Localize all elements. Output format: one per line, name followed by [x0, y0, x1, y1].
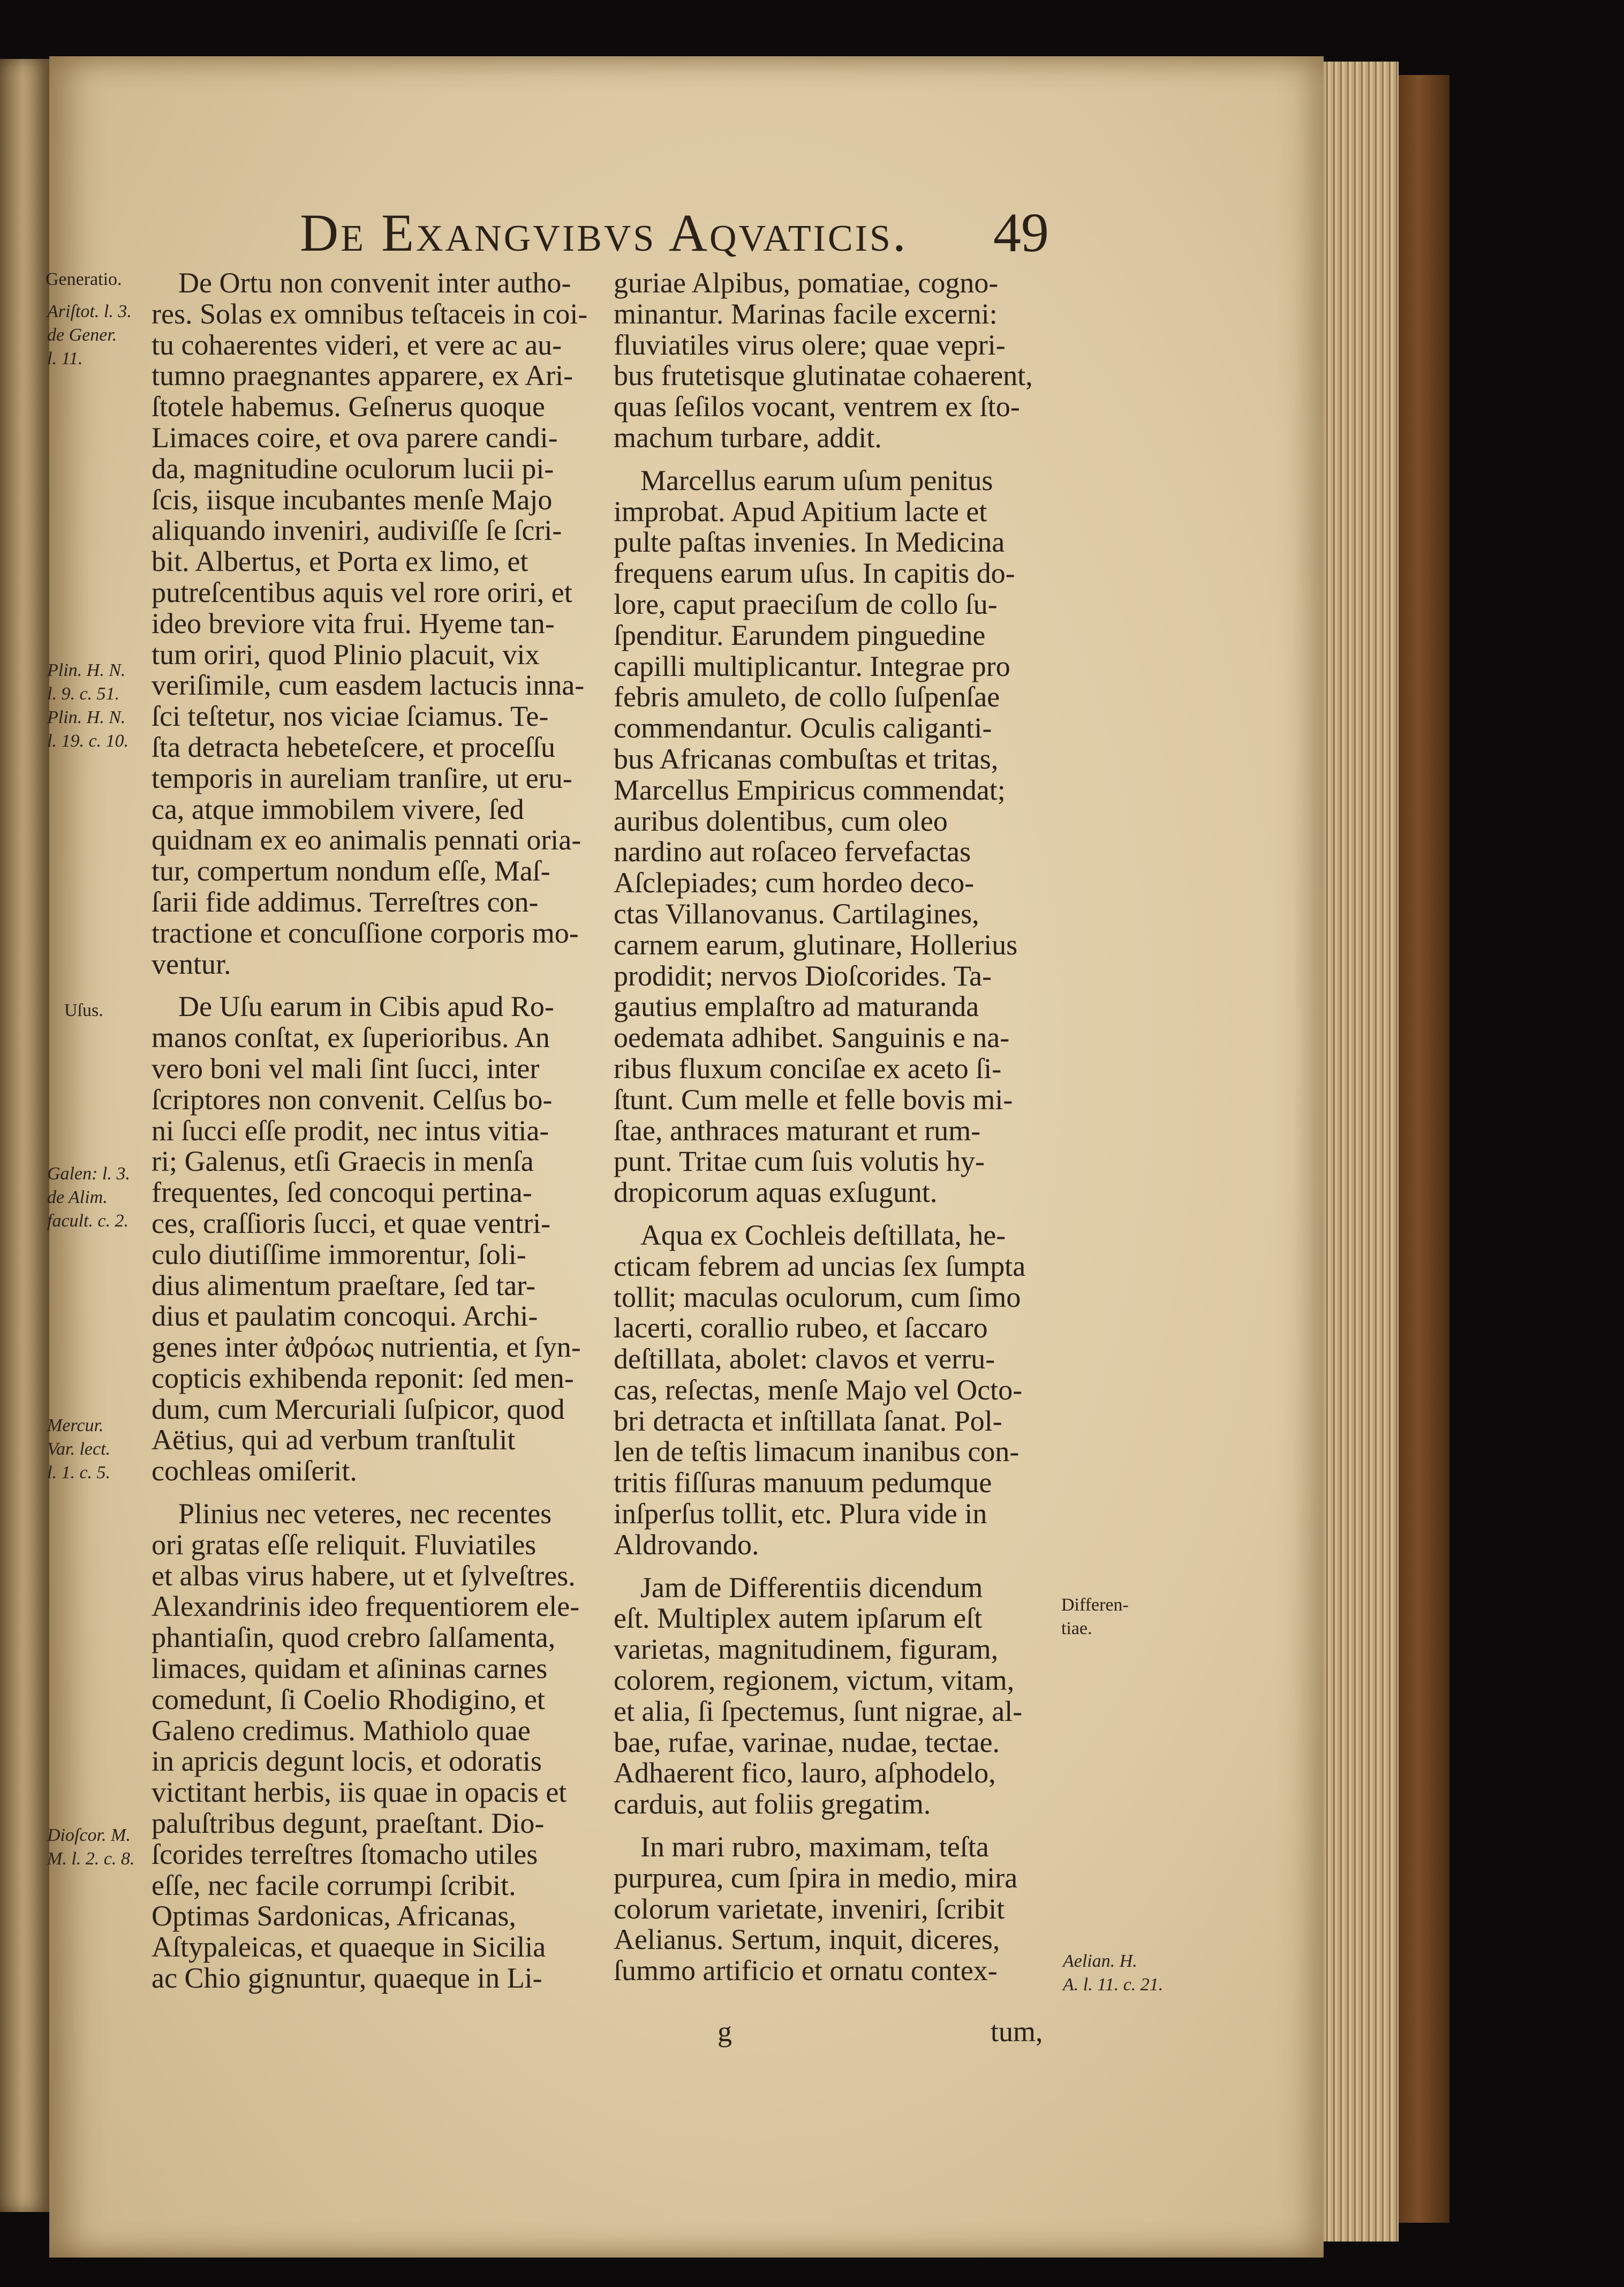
text-line: Limaces coire, et ova parere candi- — [152, 421, 558, 454]
text-line: copticis exhibenda reponit: ſed men- — [152, 1361, 574, 1394]
text-line: ſarii fide addimus. Terreſtres con- — [152, 885, 539, 918]
text-line: victitant herbis, iis quae in opacis et — [152, 1776, 567, 1809]
text-line: bit. Albertus, et Porta ex limo, et — [152, 545, 528, 578]
text-line: punt. Tritae cum ſuis volutis hy- — [614, 1145, 985, 1178]
text-line: vero boni vel mali ſint ſucci, inter — [152, 1052, 540, 1085]
text-line: bus Africanas combuſtas et tritas, — [614, 742, 999, 775]
text-line: cas, reſectas, menſe Majo vel Octo- — [614, 1373, 1023, 1406]
text-line: lacerti, corallio rubeo, et ſaccaro — [614, 1312, 988, 1344]
text-line: Aqua ex Cochleis deſtillata, he- — [640, 1218, 1006, 1251]
text-line: prodidit; nervos Dioſcorides. Ta- — [614, 959, 992, 992]
text-line: tu cohaerentes videri, et vere ac au- — [152, 328, 562, 361]
text-line: carduis, aut foliis gregatim. — [614, 1788, 931, 1820]
paragraph-gap — [614, 1561, 1058, 1573]
binding-cover-edge — [1399, 75, 1449, 2223]
text-line: colorum varietate, inveniri, ſcribit — [614, 1892, 1005, 1925]
text-line: putreſcentibus aquis vel rore oriri, et — [152, 576, 572, 608]
text-line: paluſtribus degunt, praeſtant. Dio- — [152, 1807, 545, 1840]
text-line: ſcorides terreſtres ſtomacho utiles — [152, 1838, 538, 1870]
text-line: Aſtypaleicas, et quaeque in Sicilia — [152, 1931, 546, 1963]
text-line: oedemata adhibet. Sanguinis e na- — [614, 1021, 1010, 1054]
text-line: Galeno credimus. Mathiolo quae — [152, 1714, 531, 1747]
text-line: tractione et concuſſione corporis mo- — [152, 916, 579, 949]
text-line: varietas, magnitudinem, figuram, — [614, 1633, 999, 1666]
text-line: commendantur. Oculis caliganti- — [614, 712, 992, 744]
text-line: febris amuleto, de collo ſuſpenſae — [614, 681, 1000, 713]
text-line: ſtotele habemus. Geſnerus quoque — [152, 390, 545, 423]
page-number: 49 — [993, 202, 1049, 264]
text-line: manos conſtat, ex ſuperioribus. An — [152, 1021, 550, 1054]
text-line: dum, cum Mercuriali ſuſpicor, quod — [152, 1393, 565, 1425]
text-line: auribus dolentibus, cum oleo — [614, 804, 948, 837]
text-line: in apricis degunt locis, et odoratis — [152, 1745, 542, 1778]
text-line: ſci teſtetur, nos viciae ſciamus. Te- — [152, 700, 549, 733]
previous-page-edge — [0, 59, 49, 2212]
margin-note-plinius: Plin. H. N. l. 9. c. 51. Plin. H. N. l. 19. c. 10. — [47, 660, 129, 751]
text-line: cticam febrem ad uncias ſex ſumpta — [614, 1250, 1026, 1282]
text-line: bri detracta et inſtillata ſanat. Pol- — [614, 1404, 1002, 1437]
text-line: ribus fluxum conciſae ex aceto ſi- — [614, 1052, 1002, 1085]
text-line: Jam de Differentiis dicendum — [640, 1571, 983, 1604]
text-line: comedunt, ſi Coelio Rhodigino, et — [152, 1683, 545, 1716]
text-line: frequens earum uſus. In capitis do- — [614, 557, 1015, 590]
text-line: De Uſu earum in Cibis apud Ro- — [178, 990, 554, 1023]
text-line: colorem, regionem, victum, vitam, — [614, 1664, 1015, 1697]
text-line: da, magnitudine oculorum lucii pi- — [152, 452, 554, 485]
text-line: tollit; maculas oculorum, cum ſimo — [614, 1281, 1021, 1313]
margin-note-generatio: Generatio. — [46, 269, 122, 289]
text-line: ctas Villanovanus. Cartilagines, — [614, 897, 979, 930]
text-line: Aldrovando. — [614, 1528, 759, 1561]
text-line: guriae Alpibus, pomatiae, cogno- — [614, 267, 999, 299]
text-line: dropicorum aquas exſugunt. — [614, 1176, 938, 1209]
text-line: et albas virus habere, ut et ſylveſtres. — [152, 1559, 576, 1592]
text-line: frequentes, ſed concoqui pertina- — [152, 1176, 532, 1209]
text-line: eſt. Multiplex autem ipſarum eſt — [614, 1602, 983, 1635]
margin-note-dioscorides: Dioſcor. M. M. l. 2. c. 8. — [47, 1825, 135, 1869]
margin-note-aristot: Ariſtot. l. 3. de Gener. l. 11. — [47, 302, 132, 368]
text-line: res. Solas ex omnibus teſtaceis in coi- — [152, 297, 588, 330]
text-line: dius et paulatim concoqui. Archi- — [152, 1300, 538, 1333]
text-line: temporis in aureliam tranſire, ut eru- — [152, 762, 572, 794]
margin-note-galen: Galen: l. 3. de Alim. facult. c. 2. — [47, 1164, 130, 1231]
text-line: ideo breviore vita frui. Hyeme tan- — [152, 607, 555, 640]
text-line: ſta detracta hebeteſcere, et proceſſu — [152, 731, 556, 763]
text-line: capilli multiplicantur. Integrae pro — [614, 650, 1010, 682]
margin-note-aelianus: Aelian. H. A. l. 11. c. 21. — [1063, 1951, 1164, 1995]
text-line: carnem earum, glutinare, Hollerius — [614, 928, 1018, 961]
text-line: ſummo artificio et ornatu contex- — [614, 1954, 998, 1987]
text-line: eſſe, nec facile corrumpi ſcribit. — [152, 1869, 516, 1901]
text-line: nardino aut roſaceo fervefactas — [614, 836, 971, 868]
signature-mark: g — [717, 2015, 732, 2048]
text-line: improbat. Apud Apitium lacte et — [614, 495, 987, 528]
text-line: Alexandrinis ideo frequentiorem ele- — [152, 1590, 580, 1623]
right-text-column — [614, 268, 1058, 1987]
paragraph-gap — [152, 1487, 596, 1499]
text-line: Aëtius, qui ad verbum tranſtulit — [152, 1424, 516, 1456]
text-line: et alia, ſi ſpectemus, ſunt nigrae, al- — [614, 1695, 1023, 1727]
text-line: dius alimentum praeſtare, ſed tar- — [152, 1269, 536, 1302]
text-line: pulte paſtas invenies. In Medicina — [614, 526, 1005, 559]
left-text-column — [152, 268, 596, 1994]
text-line: quas ſeſilos vocant, ventrem ex ſto- — [614, 390, 1020, 423]
running-head: De Exangvibvs Aqvaticis. — [300, 203, 908, 262]
text-line: Adhaerent fico, lauro, aſphodelo, — [614, 1757, 996, 1789]
text-line: purpurea, cum ſpira in medio, mira — [614, 1861, 1018, 1894]
text-line: ori gratas eſſe reliquit. Fluviatiles — [152, 1528, 537, 1561]
text-line: ſtae, anthraces maturant et rum- — [614, 1114, 981, 1147]
text-line: ces, craſſioris ſucci, et quae ventri- — [152, 1207, 551, 1239]
text-line: tumno praegnantes apparere, ex Ari- — [152, 359, 573, 392]
text-line: Marcellus Empiricus commendat; — [614, 773, 1006, 806]
margin-note-usus: Uſus. — [64, 1000, 103, 1020]
text-line: phantiaſin, quod crebro ſalſamenta, — [152, 1621, 556, 1654]
text-line: tritis fiſſuras manuum pedumque — [614, 1466, 992, 1499]
paragraph-gap — [614, 454, 1058, 465]
text-line: tur, compertum nondum eſſe, Maſ- — [152, 855, 550, 887]
text-line: minantur. Marinas facile excerni: — [614, 297, 998, 330]
text-line: Aelianus. Sertum, inquit, diceres, — [614, 1923, 1000, 1956]
text-line: De Ortu non convenit inter autho- — [178, 267, 571, 299]
text-line: Aſclepiades; cum hordeo deco- — [614, 867, 975, 899]
text-line: ſcriptores non convenit. Celſus bo- — [152, 1083, 553, 1116]
text-line: ſpenditur. Earundem pinguedine — [614, 619, 986, 651]
text-line: ni ſucci eſſe prodit, nec intus vitia- — [152, 1114, 549, 1147]
text-line: aliquando inveniri, audiviſſe ſe ſcri- — [152, 514, 562, 547]
text-line: ac Chio gignuntur, quaeque in Li- — [152, 1962, 542, 1995]
text-line: ca, atque immobilem vivere, ſed — [152, 793, 524, 825]
text-line: ſtunt. Cum melle et felle bovis mi- — [614, 1083, 1013, 1116]
text-line: inſperſus tollit, etc. Plura vide in — [614, 1498, 987, 1530]
text-line: Marcellus earum uſum penitus — [640, 464, 993, 496]
text-line: bae, rufae, varinae, nudae, tectae. — [614, 1726, 1000, 1758]
paragraph-gap — [614, 1208, 1058, 1220]
text-line: len de teſtis limacum inanibus con- — [614, 1435, 1019, 1468]
text-line: machum turbare, addit. — [614, 421, 882, 454]
margin-note-mercurialis: Mercur. Var. lect. l. 1. c. 5. — [47, 1416, 111, 1483]
text-line: genes inter ἀϑρόως nutrientia, et ſyn- — [152, 1331, 581, 1364]
text-line: limaces, quidam et aſininas carnes — [152, 1652, 548, 1685]
text-line: In mari rubro, maximam, teſta — [640, 1831, 989, 1863]
text-line: deſtillata, abolet: clavos et verru- — [614, 1343, 995, 1375]
page-block-edge — [1324, 62, 1399, 2241]
text-line: culo diutiſſime immorentur, ſoli- — [152, 1238, 526, 1270]
text-line: gautius emplaſtro ad maturanda — [614, 990, 979, 1023]
text-line: tum oriri, quod Plinio placuit, vix — [152, 638, 540, 671]
text-line: bus frutetisque glutinatae cohaerent, — [614, 359, 1033, 392]
paragraph-gap — [614, 1820, 1058, 1832]
paragraph-gap — [152, 980, 596, 991]
catchword: tum, — [991, 2015, 1043, 2048]
text-line: Optimas Sardonicas, Africanas, — [152, 1900, 516, 1932]
text-line: quidnam ex eo animalis pennati oria- — [152, 824, 581, 856]
text-line: ſcis, iisque incubantes menſe Majo — [152, 483, 553, 516]
text-line: cochleas omiſerit. — [152, 1455, 357, 1487]
text-line: ventur. — [152, 947, 231, 980]
text-line: veriſimile, cum easdem lactucis inna- — [152, 669, 585, 702]
text-line: ri; Galenus, etſi Graecis in menſa — [152, 1145, 534, 1178]
text-line: Plinius nec veteres, nec recentes — [178, 1498, 552, 1530]
text-line: fluviatiles virus olere; quae vepri- — [614, 328, 1006, 361]
margin-note-differentiae: Differen- tiae. — [1061, 1595, 1129, 1638]
text-line: lore, caput praeciſum de collo ſu- — [614, 588, 998, 620]
